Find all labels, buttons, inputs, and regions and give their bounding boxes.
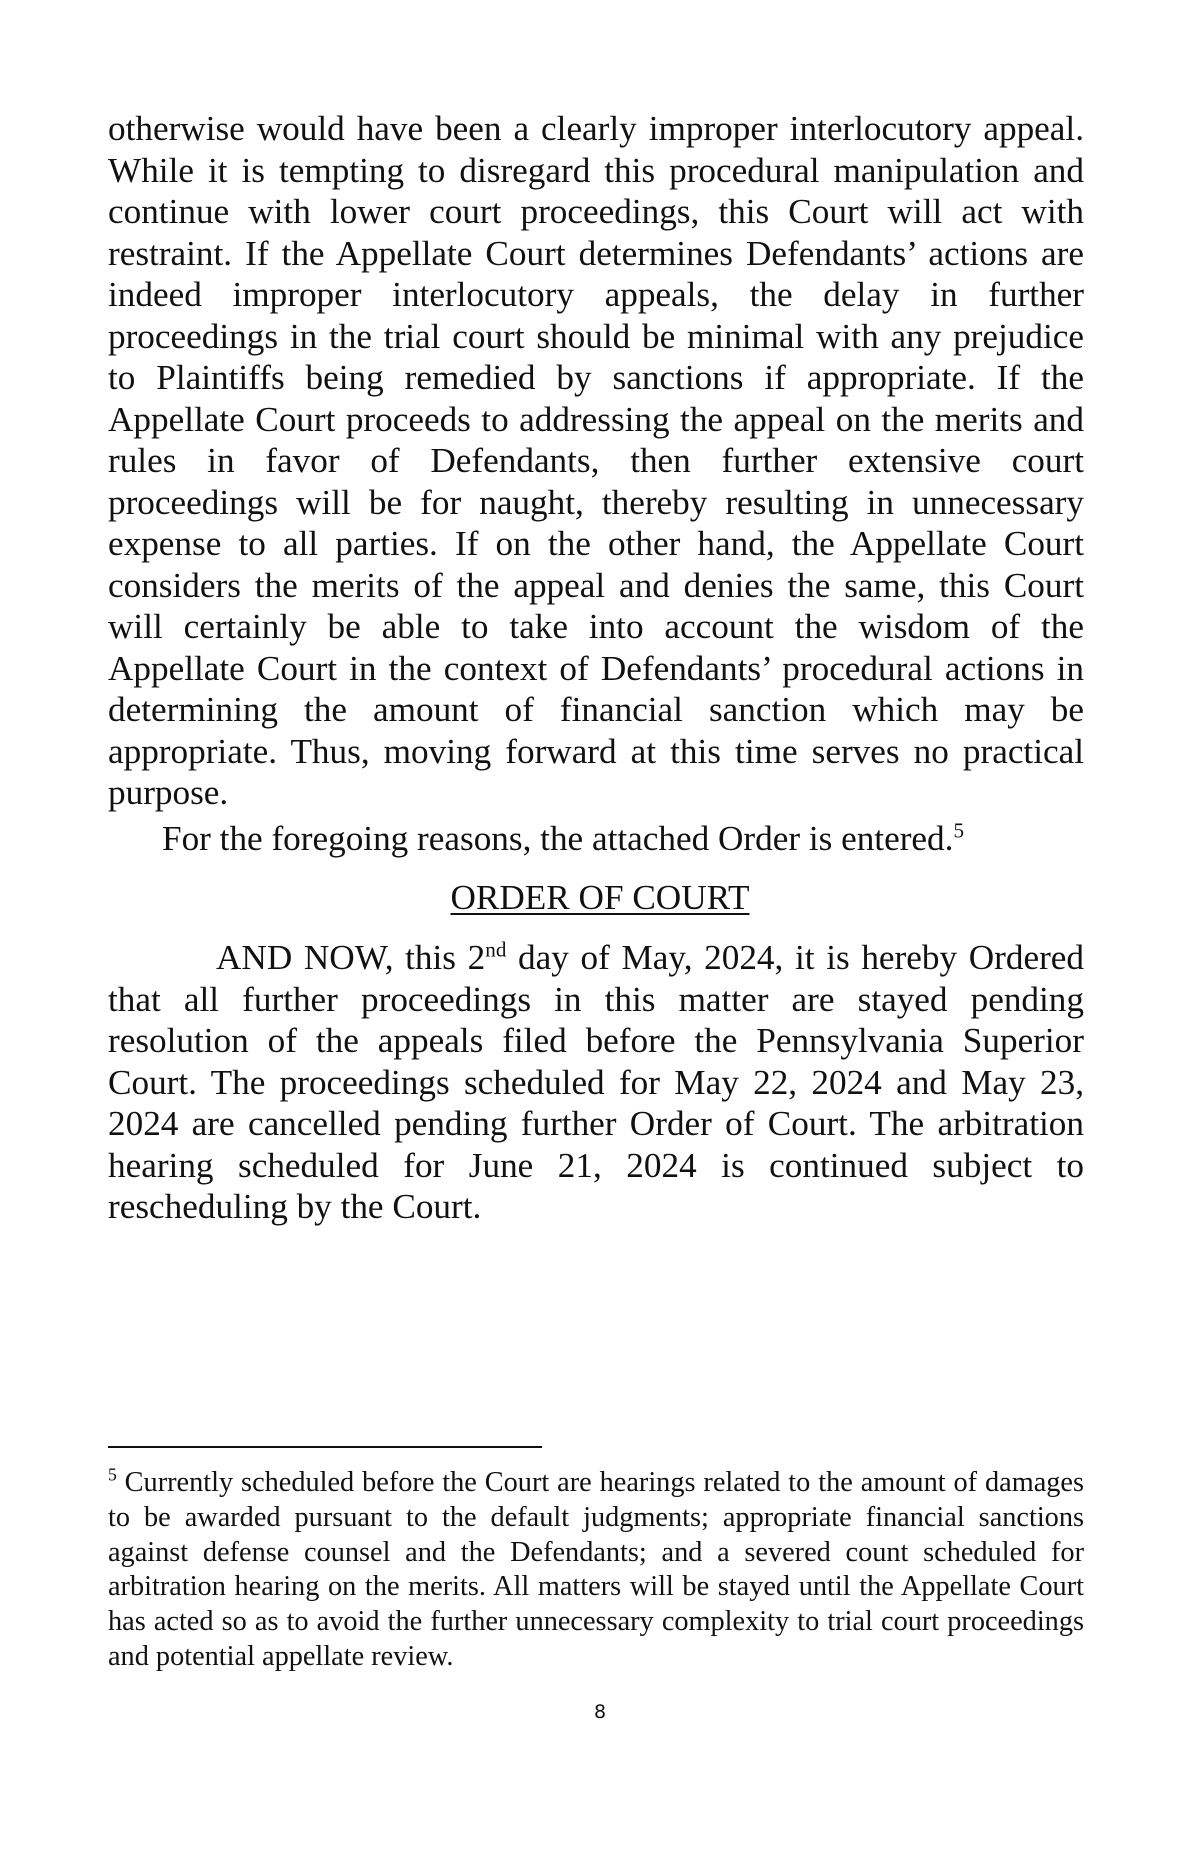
order-text-start: AND NOW, this 2 <box>216 938 486 977</box>
footnote-number: 5 <box>108 1464 117 1485</box>
order-paragraph <box>108 937 1084 1228</box>
footnote <box>108 1466 1084 1675</box>
body-paragraph-2 <box>108 818 1084 860</box>
footnote-divider <box>108 1446 542 1448</box>
body-paragraph-1: otherwise would have been a clearly improper interlocutory appeal. While it is tempting to disregard this procedural manipulation and continue with lower court proceedings, this Court will act with restraint. If the Appellate Court determines Defendants’ actions are indeed improper interlocutory appeals, the delay in further proceedings in the trial court should be minimal with any prejudice to Plaintiffs being remedied by sanctions if appropriate. If the Appellate Court proceeds to addressing the appeal on the merits and rules in favor of Defendants, then further extensive court proceedings will be for naught, thereby resulting in unnecessary expense to all parties. If on the other hand, the Appellate Court considers the merits of the appeal and denies the same, this Court will certainly be able to take into account the wisdom of the Appellate Court in the context of Defendants’ procedural actions in determining the amount of financial sanction which may be appropriate. Thus, moving forward at this time serves no practical purpose. <box>108 109 1084 812</box>
order-heading <box>0 877 1200 919</box>
footnote-reference: 5 <box>953 818 964 843</box>
ordinal-superscript: nd <box>485 937 507 962</box>
order-heading-text: ORDER OF COURT <box>450 878 750 917</box>
footnote-text: Currently scheduled before the Court are hearings related to the amount of damages to be awarded pursuant to the default judgments; appropriate financial sanctions against defense counsel and the Defendants; and a severed count scheduled for arbitration hearing on the merits. All matters will be stayed until the Appellate Court has acted so as to avoid the further unnecessary complexity to trial court proceedings and potential appellate review. <box>108 1467 1084 1672</box>
paragraph-2-text: For the foregoing reasons, the attached Order is entered. <box>162 819 954 858</box>
page-number: 8 <box>593 1701 607 1723</box>
order-text-rest: day of May, 2024, it is hereby Ordered that all further proceedings in this matter are stayed pending resolution of the appeals filed before the Pennsylvania Superior Court. The proceedings scheduled for May 22, 2024 and May 23, 2024 are cancelled pending further Order of Court. The arbitration hearing scheduled for June 21, 2024 is continued subject to rescheduling by the Court. <box>108 938 1084 1226</box>
